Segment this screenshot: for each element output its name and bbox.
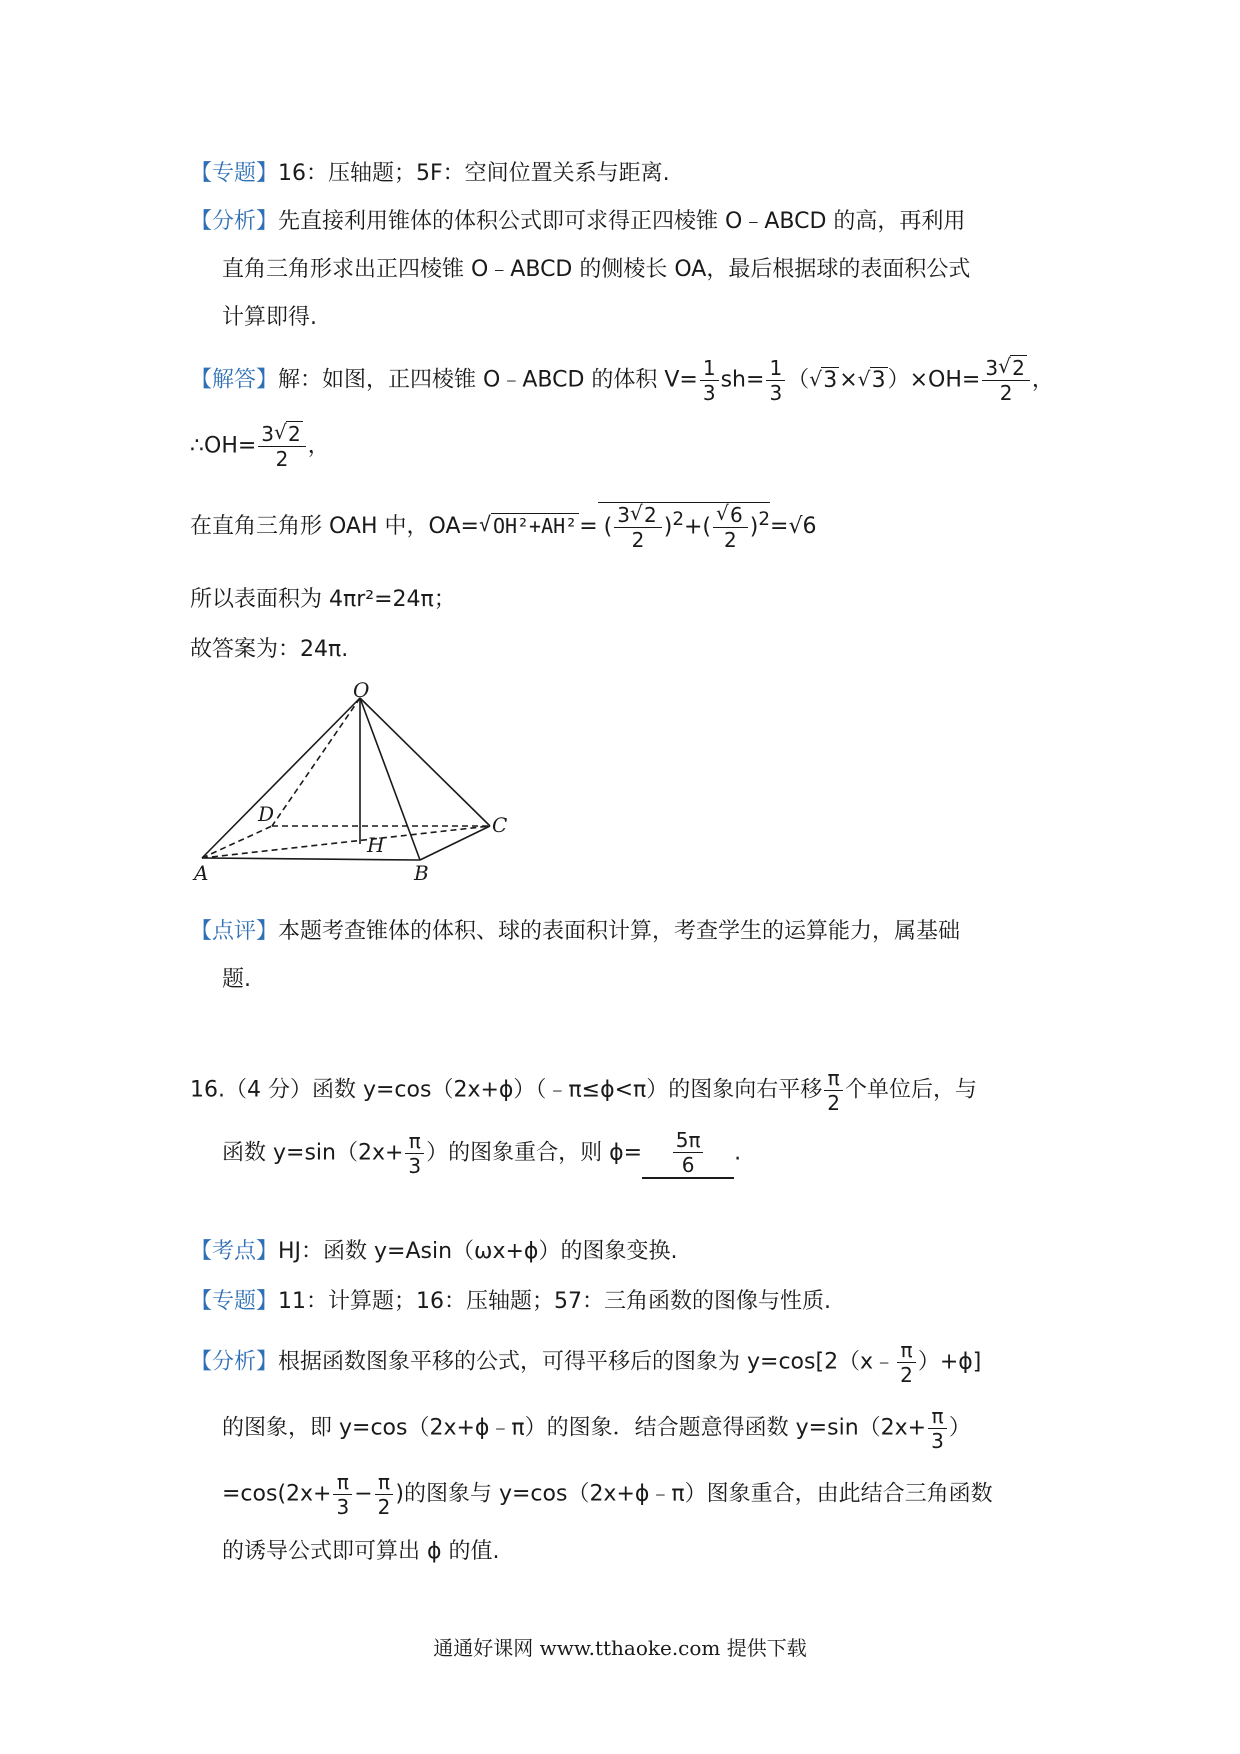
fenxi-tag: 【分析】 <box>190 209 279 234</box>
oa-line: 在直角三角形 OAH 中，OA=√ OH²+AH²=( $\frac{3√ 2}{2}$ )$^2$+( √ $\frac{6}{2}$ )$^2$=√6 <box>190 502 816 552</box>
label-b: B <box>414 861 429 885</box>
sh-text: sh= <box>720 367 765 393</box>
sqrt-3-b: √ 3 <box>858 365 888 397</box>
fraction-one-third: $\frac{1}{3}$ <box>700 356 719 405</box>
therefore-line: ∴OH= $\frac{3√ 2}{2}$ ， <box>190 422 330 471</box>
fenxi-line-3: 计算即得. <box>222 305 317 330</box>
fenxi-2-line-4: 的诱导公式即可算出 ϕ 的值. <box>222 1539 500 1564</box>
footer-text: 通通好课网 www.tthaoke.com 提供下载 <box>433 1636 807 1660</box>
answer-blank: $\frac{5\pi}{6}$ <box>642 1128 734 1179</box>
q16-line-1: 16.（4 分）函数 y=cos（2x+ϕ）（﹣π≤ϕ<π）的图象向右平移 $\frac{\pi}{2}$ 个单位后，与 <box>190 1066 978 1115</box>
zhuanti-line <box>190 158 670 190</box>
fraction-pi-over-3: $\frac{\pi}{3}$ <box>405 1129 424 1178</box>
fenxi-text-1: 先直接利用锥体的体积公式即可求得正四棱锥 O﹣ABCD 的高，再利用 <box>278 209 966 234</box>
zhuanti-tag: 【专题】 <box>190 161 279 186</box>
fenxi-line-1 <box>190 206 965 238</box>
fraction-pi-over-2: $\frac{\pi}{2}$ <box>824 1066 843 1115</box>
q16-line-2: 函数 y=sin（2x+ $\frac{\pi}{3}$ ）的图象重合，则 ϕ= $\frac{5\pi}{6}$ . <box>222 1128 742 1178</box>
sqrt-sum-squares: ( $\frac{3√ 2}{2}$ )$^2$+( √ $\frac{6}{2}$ )$^2$ <box>598 502 770 552</box>
jieda-tag: 【解答】 <box>190 367 279 393</box>
surface-area-line: 所以表面积为 4πr²=24π； <box>190 587 456 612</box>
zhuanti-line-2: 【专题】11：计算题；16：压轴题；57：三角函数的图像与性质. <box>190 1289 831 1314</box>
edge-ad-hidden <box>202 826 272 858</box>
edge-od-hidden <box>272 698 360 826</box>
label-d: D <box>258 802 275 826</box>
kaodian-tag: 【考点】 <box>190 1239 279 1264</box>
edge-ab <box>202 858 420 860</box>
answer-line: 故答案为：24π. <box>190 637 349 662</box>
dianping-tag: 【点评】 <box>190 919 279 944</box>
edge-oc <box>360 698 490 826</box>
label-a: A <box>194 861 209 885</box>
pyramid-figure <box>180 680 520 900</box>
fraction-one-third-2: $\frac{1}{3}$ <box>766 356 785 405</box>
fenxi-line-2: 直角三角形求出正四棱锥 O﹣ABCD 的侧棱长 OA，最后根据球的表面积公式 <box>222 257 971 282</box>
jieda-pre: 解：如图，正四棱锥 O﹣ABCD 的体积 V= <box>278 367 698 393</box>
edge-oa <box>202 698 360 858</box>
label-h: H <box>367 833 385 857</box>
fraction-oh: $\frac{3√ 2}{2}$ <box>258 422 305 471</box>
fenxi-2-line-1: 【分析】根据函数图象平移的公式，可得平移后的图象为 y=cos[2（x﹣ $\frac{\pi}{2}$ ）+ϕ] <box>190 1338 982 1387</box>
fenxi-tag-2: 【分析】 <box>190 1349 279 1375</box>
sqrt-3-a: √ 3 <box>809 365 839 397</box>
jieda-line: 【解答】解：如图，正四棱锥 O﹣ABCD 的体积 V= $\frac{1}{3}$ sh= $\frac{1}{3}$ （√ 3×√ 3）×OH= $\frac{3√ 2}{2}$ ， <box>190 356 1054 405</box>
kaodian-line: 【考点】HJ：函数 y=Asin（ωx+ϕ）的图象变换. <box>190 1239 678 1264</box>
fenxi-2-line-3: =cos(2x+ $\frac{\pi}{3}$ − $\frac{\pi}{2}$ )的图象与 y=cos（2x+ϕ﹣π）图象重合，由此结合三角函数 <box>222 1470 993 1519</box>
dianping-line-2: 题. <box>222 967 251 992</box>
label-o: O <box>353 680 370 702</box>
fenxi-2-line-2: 的图象，即 y=cos（2x+ϕ﹣π）的图象．结合题意得函数 y=sin（2x+ $\frac{\pi}{3}$ ） <box>222 1404 971 1453</box>
zhuanti-text: 16：压轴题；5F：空间位置关系与距离. <box>278 161 670 186</box>
edge-ac-hidden <box>202 826 490 858</box>
edge-bc <box>420 826 490 860</box>
fraction-3sqrt2-over-2: $\frac{3√ 2}{2}$ <box>982 356 1029 405</box>
zhuanti-tag-2: 【专题】 <box>190 1289 279 1314</box>
sqrt-oh2-ah2: √ OH²+AH² <box>479 510 579 542</box>
dianping-line-1: 【点评】本题考查锥体的体积、球的表面积计算，考查学生的运算能力，属基础 <box>190 919 961 944</box>
q16-number: 16. <box>190 1077 225 1103</box>
label-c: C <box>492 813 508 837</box>
